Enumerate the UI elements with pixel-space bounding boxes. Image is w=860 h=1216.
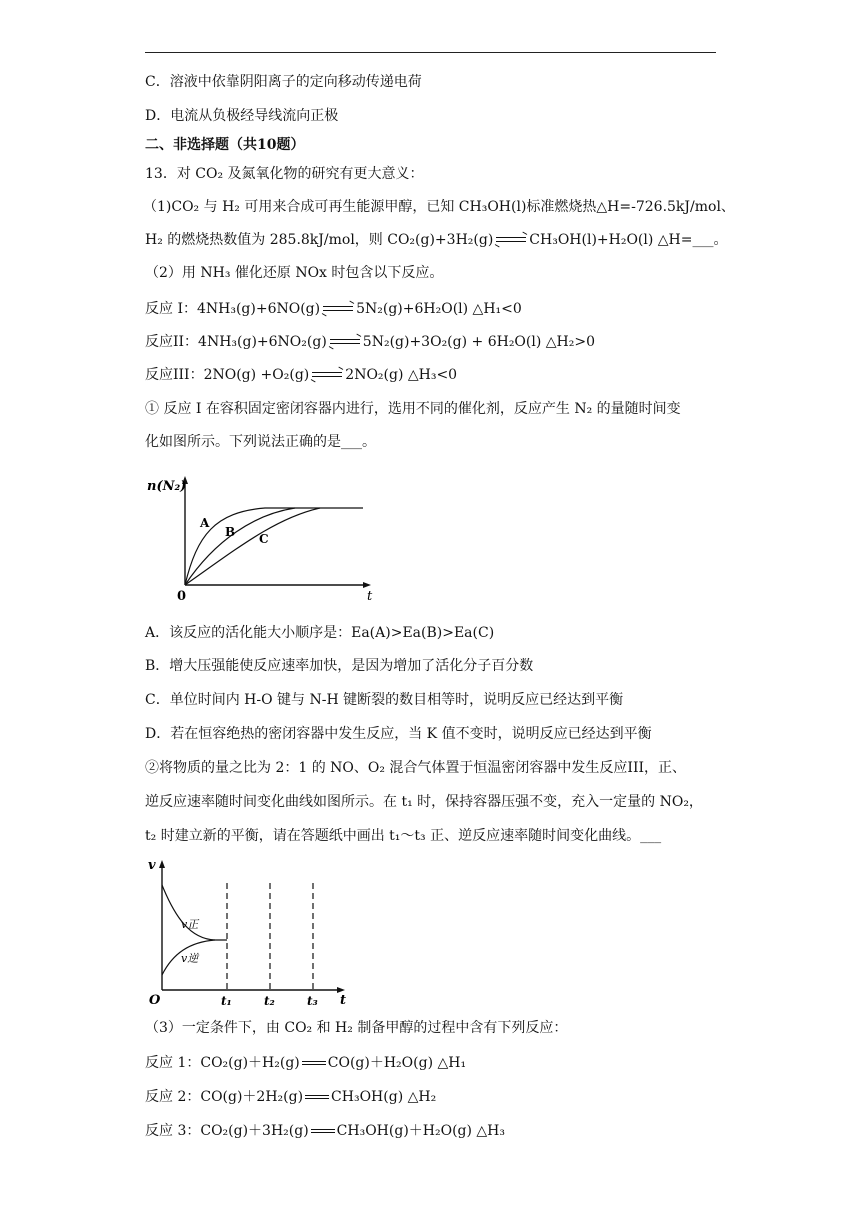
- reaction-2: [145, 332, 595, 352]
- curve-a-label: A: [200, 516, 210, 530]
- q13-stem: 13．对 CO₂ 及氮氧化物的研究有更大意义：: [145, 166, 424, 182]
- reaction-2-right: 5N₂(g)+3O₂(g) + 6H₂O(l) △H₂>0: [362, 334, 595, 350]
- reaction-3-left: 反应III：2NO(g) +O₂(g): [145, 367, 310, 383]
- fig2-x-label: t: [340, 993, 347, 1008]
- reaction-4: [145, 1053, 466, 1073]
- forward-rate-label: v正: [181, 918, 199, 931]
- curve-a: [185, 508, 363, 585]
- reaction-6-left: 反应 3：CO₂(g)＋3H₂(g): [145, 1123, 309, 1139]
- forward-rate-curve: [162, 885, 227, 940]
- option-d: D．若在恒容绝热的密闭容器中发生反应，当 K 值不变时，说明反应已经达到平衡: [145, 726, 652, 742]
- reaction-5-left: 反应 2：CO(g)＋2H₂(g): [145, 1089, 304, 1105]
- fig1-x-arrow-icon: [363, 582, 371, 588]
- figure-n2-vs-time: [145, 470, 385, 605]
- equilibrium-sign-icon: [310, 1126, 336, 1136]
- fig1-x-label: t: [367, 589, 373, 604]
- tick-t1: t₁: [221, 994, 232, 1008]
- sub2-line3: t₂ 时建立新的平衡，请在答题纸中画出 t₁～t₃ 正、逆反应速率随时间变化曲线。___: [145, 828, 662, 844]
- option-c-top: C．溶液中依靠阴阳离子的定向移动传递电荷: [145, 74, 422, 90]
- reaction-6-right: CH₃OH(g)＋H₂O(g) △H₃: [336, 1123, 505, 1139]
- figure-rate-vs-time: [145, 855, 360, 1010]
- section-title: 二、非选择题（共10题）: [145, 137, 305, 153]
- fig2-origin: O: [149, 993, 161, 1008]
- fig1-y-label: n(N₂): [147, 479, 187, 494]
- tick-t2: t₂: [264, 994, 275, 1008]
- reaction-2-left: 反应II：4NH₃(g)+6NO₂(g): [145, 334, 327, 350]
- option-a: A．该反应的活化能大小顺序是：Ea(A)>Ea(B)>Ea(C): [145, 625, 495, 641]
- equilibrium-arrow-icon: [321, 303, 355, 315]
- option-c: C．单位时间内 H-O 键与 N-H 键断裂的数目相等时，说明反应已经达到平衡: [145, 692, 624, 708]
- tick-t3: t₃: [307, 994, 318, 1008]
- reaction-4-right: CO(g)＋H₂O(g) △H₁: [327, 1055, 467, 1071]
- equilibrium-arrow-icon: [310, 369, 344, 381]
- reaction-6: [145, 1121, 505, 1141]
- reaction-1-right: 5N₂(g)+6H₂O(l) △H₁<0: [356, 301, 522, 317]
- equilibrium-arrow-icon: [494, 234, 528, 246]
- q13-p3-intro: （3）一定条件下，由 CO₂ 和 H₂ 制备甲醇的过程中含有下列反应：: [145, 1020, 568, 1036]
- equilibrium-sign-icon: [304, 1092, 330, 1102]
- reaction-3-right: 2NO₂(g) △H₃<0: [345, 367, 458, 383]
- q13-p1-line2-right: CH₃OH(l)+H₂O(l) △H=___。: [529, 232, 728, 248]
- sub1-line2: 化如图所示。下列说法正确的是___。: [145, 434, 376, 450]
- sub2-line2: 逆反应速率随时间变化曲线如图所示。在 t₁ 时，保持容器压强不变，充入一定量的 NO₂，: [145, 794, 703, 810]
- reaction-3: [145, 365, 457, 385]
- q13-p2-intro: （2）用 NH₃ 催化还原 NOx 时包含以下反应。: [145, 265, 444, 281]
- sub1-line1: ① 反应 I 在容积固定密闭容器内进行，选用不同的催化剂，反应产生 N₂ 的量随时间变: [145, 401, 681, 417]
- q13-p1-line2-left: H₂ 的燃烧热数值为 285.8kJ/mol，则 CO₂(g)+3H₂(g): [145, 232, 494, 248]
- curve-c-label: C: [259, 532, 269, 546]
- reaction-5: [145, 1087, 436, 1107]
- sub2-line1: ②将物质的量之比为 2：1 的 NO、O₂ 混合气体置于恒温密闭容器中发生反应III，正、: [145, 760, 687, 776]
- fig2-y-label: v: [148, 858, 156, 873]
- fig1-origin: 0: [177, 589, 187, 604]
- reverse-rate-label: v逆: [181, 952, 199, 965]
- reaction-1: [145, 299, 522, 319]
- header-rule: [145, 52, 716, 53]
- equilibrium-arrow-icon: [328, 336, 362, 348]
- q13-p1-line1: （1)CO₂ 与 H₂ 可用来合成可再生能源甲醇，已知 CH₃OH(l)标准燃烧热△H=-726.5kJ/mol、: [143, 199, 735, 215]
- option-b: B．增大压强能使反应速率加快，是因为增加了活化分子百分数: [145, 658, 534, 674]
- equilibrium-sign-icon: [301, 1058, 327, 1068]
- reaction-1-left: 反应 I：4NH₃(g)+6NO(g): [145, 301, 321, 317]
- option-d-top: D．电流从负极经导线流向正极: [145, 108, 339, 124]
- q13-p1-line2: [145, 230, 728, 250]
- reaction-4-left: 反应 1：CO₂(g)＋H₂(g): [145, 1055, 300, 1071]
- reaction-5-right: CH₃OH(g) △H₂: [331, 1089, 437, 1105]
- curve-b-label: B: [225, 525, 236, 539]
- fig2-y-arrow-icon: [159, 860, 165, 868]
